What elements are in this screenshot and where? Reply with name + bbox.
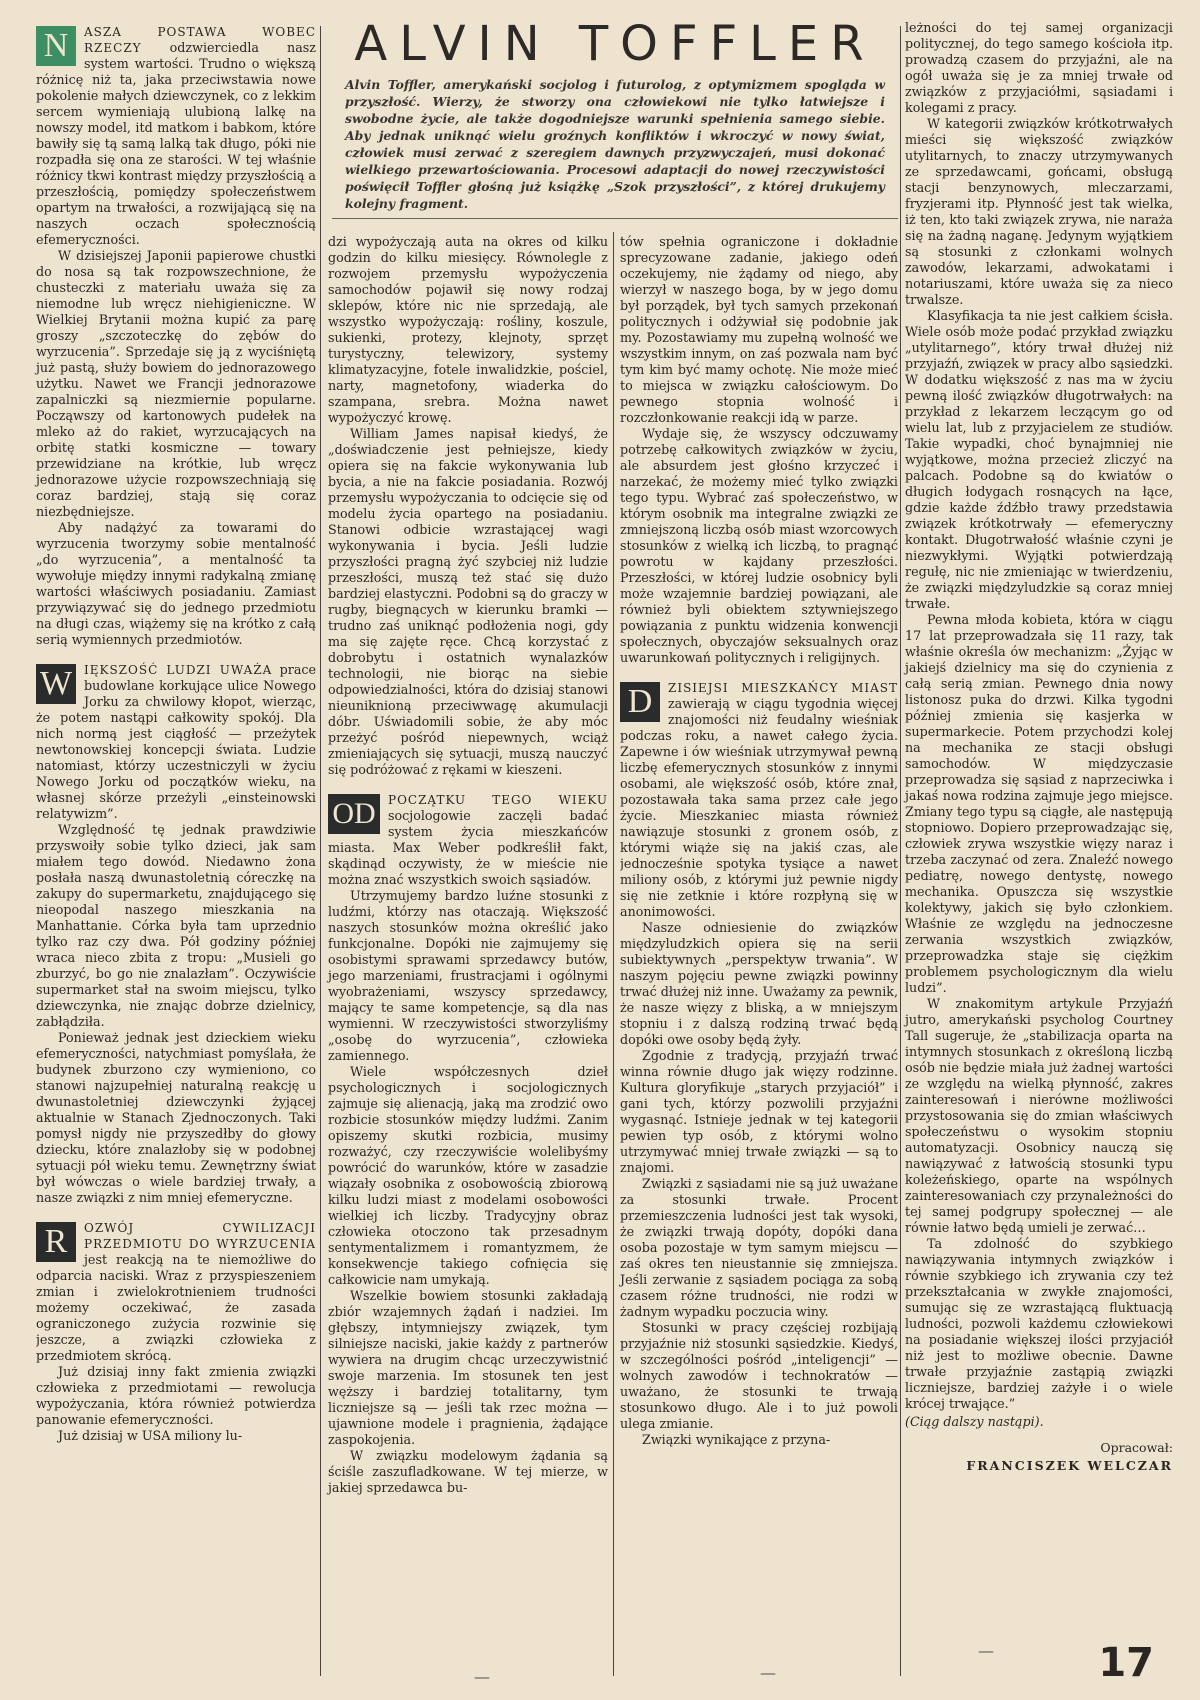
paragraph: W znakomitym artykule Przyjaźń jutro, amerykański psycholog Courtney Tall sugeruje, że „stabilizacja oparta na intymnych stosunkach z określoną liczbą osób nie będzie miała już żadnej wartości ze względu na wielką płynność, zakres zainteresowań i nierówne możliwości przystosowania się do zmian właściwych społeczeństwu o wysokim stopniu automatyzacji. Osobnicy nauczą się nawiązywać z łatwością stosunki typu koleżeńskiego, oparte na wspólnych zainteresowaniach czy przynależności do tej samej podgrupy społecznej — ale równie łatwo będą umieli je zerwać… <box>905 996 1173 1235</box>
drop-cap: W <box>36 664 76 704</box>
column-4 <box>905 20 1173 1700</box>
drop-cap: D <box>620 682 660 722</box>
lead-caps: ASZA POSTAWA WOBEC RZECZY <box>84 25 316 55</box>
lead-caps: IĘKSZOŚĆ LUDZI UWAŻA <box>84 663 273 677</box>
paragraph: Zgodnie z tradycją, przyjaźń trwać winna równie długo jak więzy rodzinne. Kultura gloryfikuje „starych przyjaciół” i gani tych, którzy pozwolili przyjaźni wygasnąć. Istnieje jednak w tej kategorii pewien typ osób, z którymi wolno utrzymywać mniej trwałe związki — są to znajomi. <box>620 1048 898 1175</box>
paragraph: Związki z sąsiadami nie są już uważane za stosunki trwałe. Procent przemieszczenia ludności jest tak wysoki, że związki trwają dopóty, dopóki dana osoba pozostaje w tym samym miejscu — zaś okres ten nieustannie się zmniejsza. Jeśli zerwanie z sąsiadem pociąga za sobą czasem różne trudności, nie rodzi w żadnym wypadku poczucia winy. <box>620 1176 898 1319</box>
paragraph: Ta zdolność do szybkiego nawiązywania intymnych związków i równie szybkiego ich zrywania czy też przekształcania w zwykłe znajomości, sumując się ze wzrastającą fluktuacją ludności, pozwoli każdemu człowiekowi na posiadanie większej ilości przyjaciół niż jest to możliwe obecnie. Dawne trwałe przyjaźnie zastąpią związki liczniejsze, bardziej zażyłe i o wiele krócej trwające.” <box>905 1236 1173 1411</box>
dash-mark: — <box>474 1667 490 1686</box>
paragraph: Już dzisiaj inny fakt zmienia związki człowieka z przedmiotami — rewolucja wypożyczania, która również potwierdza panowanie efemeryczności. <box>36 1364 316 1427</box>
paragraph: Względność tę jednak prawdziwie przyswoiły sobie tylko dzieci, jak sam miałem tego dowód. Niedawno żona posłała naszą dwunastoletnią córeczkę na zakupy do supermarketu, znajdującego się nieopodal naszego mieszkania na Manhattanie. Córka była tam uprzednio tylko raz czy dwa. Pół godziny później wraca nieco zbita z tropu: „Musieli go zburzyć, bo go nie znalazłam”. Oczywiście supermarket stał na swoim miejscu, tylko dziewczynka, nie znając dobrze dzielnicy, zabłądziła. <box>36 822 316 1029</box>
drop-cap: R <box>36 1222 76 1262</box>
lead-text: jest reakcją na te niemożliwe do odparcia naciski. Wraz z przyspieszeniem zmian i zwielokrotnieniem trudności możemy oczekiwać, że zasada ograniczonego zużycia rozwinie się jeszcze, a związki człowieka z przedmiotem skrócą. <box>36 1252 316 1363</box>
paragraph: Pewna młoda kobieta, która w ciągu 17 lat przeprowadzała się 11 razy, tak właśnie określa ów mechanizm: „Żyjąc w jakiejś dzielnicy ma się do czynienia z całą serią zmian. Pewnego dnia nowy listonosz puka do drzwi. Kilka tygodni później zmienia się kasjerka w supermarkecie. Potem przychodzi kolej na mechanika ze stacji obsługi samochodów. W międzyczasie przeprowadza się sąsiad z naprzeciwka i jakaś nowa rodzina zajmuje jego miejsce. Zmiany tego typu są ciągłe, ale następują stopniowo. Dopiero przeprowadzając się, człowiek zrywa wszystkie więzy naraz i trzeba zaczynać od zera. Znaleźć nowego pediatrę, nowego dentystę, nowego mechanika. Opuszcza się wszystkie kolektywy, jakich się było członkiem. Właśnie ze względu na jednoczesne zerwania wszystkich związków, przeprowadzka staje się ciężkim problemem psychologicznym dla wielu ludzi”. <box>905 612 1173 995</box>
lead-text: zawierają w ciągu tygodnia więcej znajomości niż feudalny wieśniak podczas roku, a nawet całego życia. Zapewne i ów wieśniak utrzymywał pewną liczbę efemerycznych stosunków z innymi osobami, ale większość osób, które znał, pozostawała taka sama przez całe jego życie. Mieszkaniec miasta również nawiązuje stosunki z gronem osób, z którymi wiąże się na jakiś czas, ale jednocześnie spotyka tysiące a nawet miliony osób, z którymi już pewnie nigdy się nie zetknie i które rozpłyną się w anonimowości. <box>620 696 898 919</box>
column-rule-1 <box>320 26 321 1676</box>
paragraph: Związki wynikające z przyna- <box>642 1432 831 1447</box>
section-lead <box>36 24 316 248</box>
paragraph: Wiele współczesnych dzieł psychologicznych i socjologicznych zajmuje się alienacją, jaką ma zrodzić owo rozbicie stosunków między ludźmi. Zanim opiszemy skutki rozbicia, musimy rozważyć, czy rzeczywiście wolelibyśmy powrócić do warunków, które w zasadzie wiązały osobnika z osobowością zbiorową kilku ludzi miast z modelami osobowości wielkiej ich liczby. Tradycyjny obraz człowieka otoczono tak przesadnym sentymentalizmem i romantyzmem, że konsekwencje takiego cofnięcia się całkowicie nam umykają. <box>328 1064 608 1287</box>
section-lead <box>328 792 608 888</box>
paragraph: tów spełnia ograniczone i dokładnie sprecyzowane zadanie, jakiego odeń oczekujemy, nie żądamy od niego, aby wierzył w naszego boga, by w jego domu był porządek, był tych samych przekonań politycznych i odżywiał się podobnie jak my. Pozostawiamy mu zupełną wolność we wszystkim innym, on zaś pozwala nam być tym kim być mamy ochotę. Nie może mieć to miejsca w związku całościowym. Do pewnego stopnia wolność i rozczłonkowanie reakcji idą w parze. <box>620 234 898 425</box>
paragraph: leżności do tej samej organizacji politycznej, do tego samego kościoła itp. prowadzą czasem do przyjaźni, ale na ogół uważa się je za mniej trwałe od związków z przyjaciółmi, sąsiadami i kolegami z pracy. <box>905 20 1173 115</box>
dash-mark: — <box>760 1663 776 1682</box>
continuation-note: (Ciąg dalszy nastąpi). <box>905 1414 1044 1429</box>
drop-cap: OD <box>328 794 380 834</box>
paragraph: Wydaje się, że wszyscy odczuwamy potrzebę całkowitych związków w życiu, ale absurdem jest głośno krzyczeć i narzekać, że możemy mieć tylko związki tego typu. Wybrać zaś społeczeństwo, w którym osobnik ma integralne związki ze zmniejszoną liczbą osób miast wzorcowych stosunków z wielką ich liczbą, to pragnąć powrotu w kajdany przeszłości. Przeszłości, w której ludzie osobnicy byli może wzajemnie bardziej powiązani, ale również byli obiektem sztywniejszego powiązania z punktu widzenia konwencji społecznych, obyczajów seksualnych oraz uwarunkowań politycznych i religijnych. <box>620 426 898 665</box>
paragraph: William James napisał kiedyś, że „doświadczenie jest pełniejsze, kiedy opiera się na fakcie wykonywania lub bycia, a nie na fakcie posiadania. Rozwój przemysłu wypożyczania to odcięcie się od modelu życia opartego na posiadaniu. Stanowi odbicie wzrastającej wagi wykonywania i bycia. Jeśli ludzie przyszłości pragną żyć szybciej niż ludzie przeszłości, muszą też stać się dużo bardziej elastyczni. Podobni są do graczy w rugby, biegnących w kierunku bramki — trudno zaś uniknąć podłożenia nogi, gdy ma się zajęte ręce. Chcą korzystać z dobrobytu i ostatnich wynalazków technologii, nie biorąc na siebie odpowiedzialności, która do dzisiaj stanowi nieuniknioną przeciwwagę akumulacji dóbr. Uświadomili sobie, że aby móc przeżyć pośród niepewnych, wciąż zmieniających się sytuacji, muszą nauczyć się podróżować z rękami w kieszeni. <box>328 426 608 777</box>
page-number: 17 <box>1098 1640 1154 1686</box>
paragraph: Już dzisiaj w USA miliony lu- <box>58 1428 243 1443</box>
article-intro: Alvin Toffler, amerykański socjolog i futurolog, z optymizmem spogląda w przyszłość. Wierzy, że stworzy ona człowiekowi nie tylko łatwiejsze i swobodne życie, ale także dogodniejsze warunki spełnienia samego siebie. Aby jednak uniknąć wielu groźnych konfliktów i wkroczyć w nowy świat, człowiek musi zerwać z szeregiem dawnych przyzwyczajeń, musi dokonać wielkiego przewartościowania. Procesowi adaptacji do nowej rzeczywistości poświęcił Toffler głośną już książkę „Szok przyszłości”, z której drukujemy kolejny fragment. <box>345 77 885 211</box>
lead-caps: ZISIEJSI MIESZKAŃCY MIAST <box>668 681 898 695</box>
paragraph: Wszelkie bowiem stosunki zakładają zbiór wzajemnych żądań i nadziei. Im głębszy, intymniejszy związek, tym silniejsze naciski, jakie każdy z partnerów wywiera na drugim chcąc urzeczywistnić swoje marzenia. Im stosunek ten jest węższy i bardziej totalitarny, tym liczniejsze są — jeśli tak rzec można — ujawnione modele i pragnienia, żądające zaspokojenia. <box>328 1288 608 1447</box>
lead-caps: OZWÓJ CYWILIZACJI PRZEDMIOTU DO WYRZUCENIA <box>84 1221 316 1251</box>
byline-label: Opracował: <box>1100 1440 1173 1455</box>
column-1 <box>36 24 316 1700</box>
paragraph: Klasyfikacja ta nie jest całkiem ścisła. Wiele osób może podać przykład związku „utylitarnego”, który trwał dłużej niż przyjaźń, związek w pracy albo sąsiedzki. W dodatku większość z nas ma w życiu pewną ilość związków długotrwałych: na przykład z lekarzem leczącym go od wielu lat, lub z przyjacielem ze studiów. Takie wypadki, choć bynajmniej nie wyjątkowe, można przecież zliczyć na palcach. Podobne są do kwiatów o długich łodygach rosnących na łące, gdzie każde źdźbło trawy przedstawia związek krótkotrwały — efemeryczny kontakt. Długotrwałość właśnie czyni je niezwykłymi. Wyjątki potwierdzają regułę, nic nie zmieniając w twierdzeniu, że związki międzyludzkie są coraz mniej trwałe. <box>905 308 1173 611</box>
paragraph: Nasze odniesienie do związków międzyludzkich opiera się na serii subiektywnych „perspektyw trwania”. W naszym pojęciu pewne związki powinny trwać dłużej niż inne. Uważamy za pewnik, że nasze więzy z bliską, a w mniejszym stopniu i z dalszą rodziną trwać będą dopóki owe osoby będą żyły. <box>620 920 898 1047</box>
article-title: ALVIN TOFFLER <box>354 16 876 72</box>
intro-divider <box>332 218 898 219</box>
byline-name: FRANCISZEK WELCZAR <box>966 1458 1173 1473</box>
column-rule-3 <box>900 26 901 1676</box>
paragraph: Ponieważ jednak jest dzieckiem wieku efemeryczności, natychmiast pomyślała, że budynek zburzono czy wymieniono, co stanowi najzupełniej naturalną reakcję u dwunastoletniej dziewczynki żyjącej aktualnie w Stanach Zjednoczonych. Taki pomysł nigdy nie przyszedłby do głowy dziecku, które znalazłoby się w podobnej sytuacji pół wieku temu. Zewnętrzny świat był wówczas o wiele bardziej trwały, a nasze związki z nim mniej efemeryczne. <box>36 1030 316 1205</box>
lead-text: prace budowlane korkujące ulice Nowego Jorku za chwilowy kłopot, wierząc, że potem nastąpi całkowity spokój. Dla nich normą jest ciągłość — przeżytek newtonowskiej koncepcji świata. Ludzie natomiast, którzy uczestniczyli w życiu Nowego Jorku od początków wieku, na własnej skórze przeżyli „einsteinowski relatywizm”. <box>36 662 316 821</box>
column-rule-2 <box>613 232 614 1676</box>
paragraph: dzi wypożyczają auta na okres od kilku godzin do kilku miesięcy. Równolegle z rozwojem przemysłu wypożyczenia samochodów pojawił się nowy rodzaj sklepów, które nic nie sprzedają, ale wszystko wypożyczają: rośliny, koszule, sukienki, protezy, klejnoty, sprzęt turystyczny, telewizory, systemy klimatyzacyjne, fotele inwalidzkie, pościel, narty, magnetofony, wiaderka do szampana, srebra. Można nawet wypożyczyć krowę. <box>328 234 608 425</box>
drop-cap: N <box>36 26 76 66</box>
section-lead <box>36 662 316 822</box>
section-lead <box>36 1220 316 1364</box>
lead-text: odzwierciedla nasz system wartości. Trudno o większą różnicę niż ta, jaka przeciwstawia nowe pokolenie małych dziewczynek, co z lekkim sercem wymieniają ulubioną lalkę na nowszy model, itd matkom i babkom, które bawiły się tą samą lalką tak długo, póki nie rozpadła się ona ze starości. W tej właśnie różnicy tkwi kontrast między przyszłością a przeszłością, pomiędzy społeczeństwem opartym na trwałości, a rozwijającą się na naszych oczach społecznością efemeryczności. <box>36 40 316 247</box>
paragraph: W kategorii związków krótkotrwałych mieści się większość związków utylitarnych, to znaczy utrzymywanych ze sprzedawcami, gońcami, obsługą stacji benzynowych, mleczarzami, fryzjerami itp. Płynność jest tak wielka, iż ten, kto taki związek zrywa, nie naraża się na żadną naganę. Jedynym wyjątkiem są stosunki z członkami wolnych zawodów, lekarzami, adwokatami i notariuszami, które uważa się za nieco trwalsze. <box>905 116 1173 307</box>
section-lead <box>620 680 898 920</box>
paragraph: W związku modelowym żądania są ściśle zaszufladkowane. W tej mierze, w jakiej sprzedawca bu- <box>328 1448 608 1495</box>
paragraph: Aby nadążyć za towarami do wyrzucenia tworzymy sobie mentalność „do wyrzucenia”, a mentalność ta wywołuje między innymi radykalną zmianę wartości właściwych posiadaniu. Zamiast przywiązywać się do jednego przedmiotu na długi czas, wiążemy się na krótko z całą serią wymiennych przedmiotów. <box>36 520 316 647</box>
paragraph: W dzisiejszej Japonii papierowe chustki do nosa są tak rozpowszechnione, że chusteczki z materiału uważa się za niemodne lub wręcz niehigieniczne. W Wielkiej Brytanii można kupić za parę groszy „szczoteczkę do zębów do wyrzucenia”. Sprzedaje się ją z wyciśniętą już pastą, służy bowiem do jednorazowego użytku. Nawet we Francji jednorazowe zapalniczki są niezmiernie popularne. Począwszy od kartonowych pudełek na mleko aż do rakiet, wyrzucających na orbitę statki kosmiczne — towary przewidziane na krótkie, lub wręcz jednorazowe użycie rozpowszechniają się coraz bardziej, stają się coraz niezbędniejsze. <box>36 248 316 519</box>
dash-mark: — <box>978 1641 994 1660</box>
column-3 <box>620 234 898 1700</box>
lead-text: socjologowie zaczęli badać system życia mieszkańców miasta. Max Weber podkreślił fakt, skądinąd oczywisty, że w mieście nie można znać wszystkich swoich sąsiadów. <box>328 808 608 887</box>
paragraph: Stosunki w pracy częściej rozbijają przyjaźnie niż stosunki sąsiedzkie. Kiedyś, w szczególności pośród „inteligencji” — wolnych zawodów i technokratów — uważano, że stosunki te trwają stosunkowo długo. Ale i to już powoli ulega zmianie. <box>620 1320 898 1431</box>
paragraph: Utrzymujemy bardzo luźne stosunki z ludźmi, którzy nas otaczają. Większość naszych stosunków można określić jako funkcjonalne. Dopóki nie zajmujemy się osobistymi sprawami sprzedawcy butów, jego marzeniami, frustracjami i ogólnymi wyobrażeniami, wszyscy sprzedawcy, mający te same kompetencje, są dla nas wymienni. W rzeczywistości stworzyliśmy „osobę do wyrzucenia”, człowieka zamiennego. <box>328 888 608 1063</box>
column-2 <box>328 234 608 1700</box>
lead-caps: POCZĄTKU TEGO WIEKU <box>388 793 608 807</box>
